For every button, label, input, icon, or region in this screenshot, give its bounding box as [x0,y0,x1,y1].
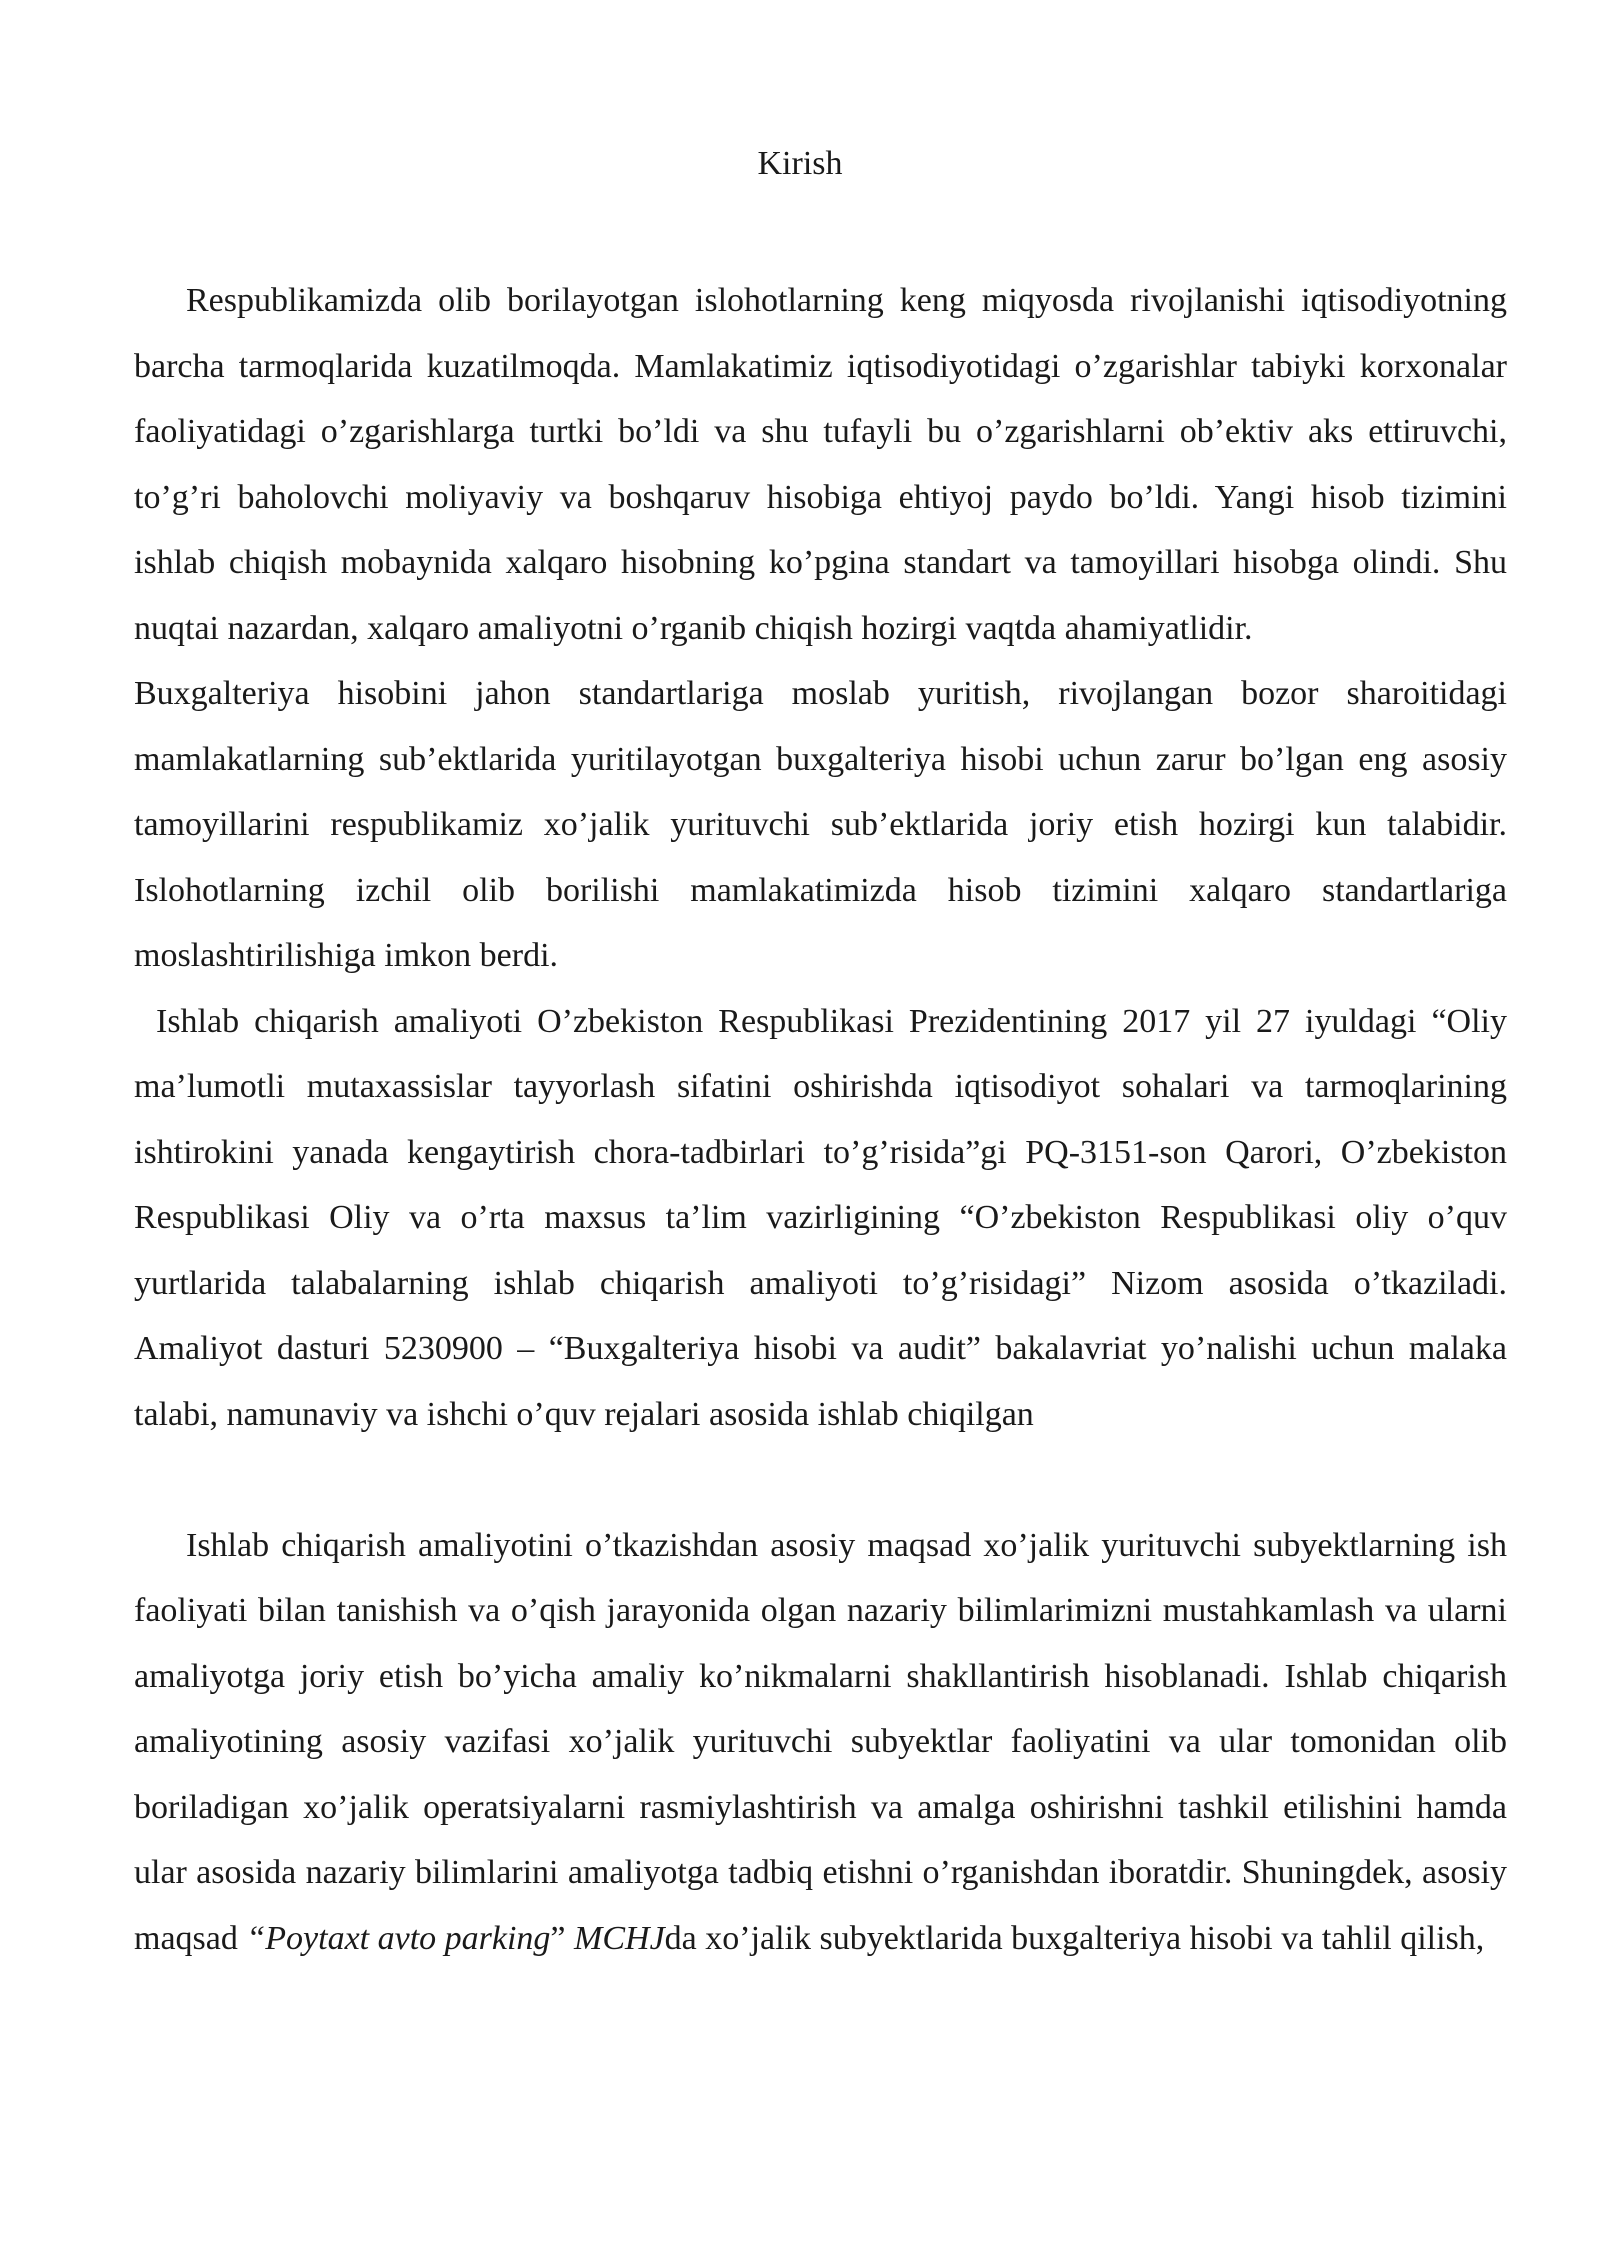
paragraph-purpose-text: Ishlab chiqarish amaliyotini o’tkazishdan asosiy maqsad xo’jalik yurituvchi subyektlarning ish faoliyati bilan tanishish va o’qish jarayonida olgan nazariy bilimlarimizni mustahkamlash va ularni amaliyotga joriy etish bo’yicha amaliy ko’nikmalarni shakllantirish hisoblanadi. Ishlab chiqarish amaliyotining asosiy vazifasi xo’jalik yurituvchi subyektlar faoliyatini va ular tomonidan olib boriladigan xo’jalik operatsiyalarni rasmiylashtirish va amalga oshirishni tashkil etilishini hamda ular asosida nazariy bilimlarini amaliyotga tadbiq etishni o’rganishdan iboratdir. Shuningdek, asosiy maqsad [134,1526,1507,1957]
paragraph-standards: Buxgalteriya hisobini jahon standartlariga moslab yuritish, rivojlangan bozor sharoitidagi mamlakatlarning sub’ektlarida yuritilayotgan buxgalteriya hisobi uchun zarur bo’lgan eng asosiy tamoyillarini respublikamiz xo’jalik yurituvchi sub’ektlarida joriy etish hozirgi kun talabidir. Islohotlarning izchil olib borilishi mamlakatimizda hisob tizimini xalqaro standartlariga moslashtirilishiga imkon berdi. [134,675,1507,974]
paragraph-intro: Respublikamizda olib borilayotgan islohotlarning keng miqyosda rivojlanishi iqtisodiyotning barcha tarmoqlarida kuzatilmoqda. Mamlakatimiz iqtisodiyotidagi o’zgarishlar tabiyki korxonalar faoliyatidagi o’zgarishlarga turtki bo’ldi va shu tufayli bu o’zgarishlarni ob’ektiv aks ettiruvchi, to’g’ri baholovchi moliyaviy va boshqaruv hisobiga ehtiyoj paydo bo’ldi. Yangi hisob tizimini ishlab chiqish mobaynida xalqaro hisobning ko’pgina standart va tamoyillari hisobga olindi. Shu nuqtai nazardan, xalqaro amaliyotni o’rganib chiqish hozirgi vaqtda ahamiyatlidir. [134,282,1507,647]
paragraph-legal-basis: Ishlab chiqarish amaliyoti O’zbekiston Respublikasi Prezidentining 2017 yil 27 iyuldagi “Oliy ma’lumotli mutaxassislar tayyorlash sifatini oshirishda iqtisodiyot sohalari va tarmoqlarining ishtirokini yanada kengaytirish chora-tadbirlari to’g’risida”gi PQ-3151-son Qarori, O’zbekiston Respublikasi Oliy va o’rta maxsus ta’lim vazirligining “O’zbekiston Respublikasi oliy o’quv yurtlarida talabalarning ishlab chiqarish amaliyoti to’g’risidagi” Nizom asosida o’tkaziladi. Amaliyot dasturi 5230900 – “Buxgalteriya hisobi va audit” bakalavriat yo’nalishi uchun malaka talabi, namunaviy va ishchi o’quv rejalari asosida ishlab chiqilgan [134,1002,1507,1433]
paragraph-purpose-continuation: da xo’jalik subyektlarida buxgalteriya hisobi va tahlil qilish, [664,1919,1485,1957]
document-title: Kirish [757,145,843,182]
company-form: MCHJ [565,1919,665,1957]
paragraph-gap [134,1447,1507,1513]
paragraph-purpose [134,1513,1507,1972]
document-body [134,268,1507,1971]
company-closing-quote: ” [550,1919,566,1957]
company-name: “Poytaxt avto parking [246,1919,551,1957]
